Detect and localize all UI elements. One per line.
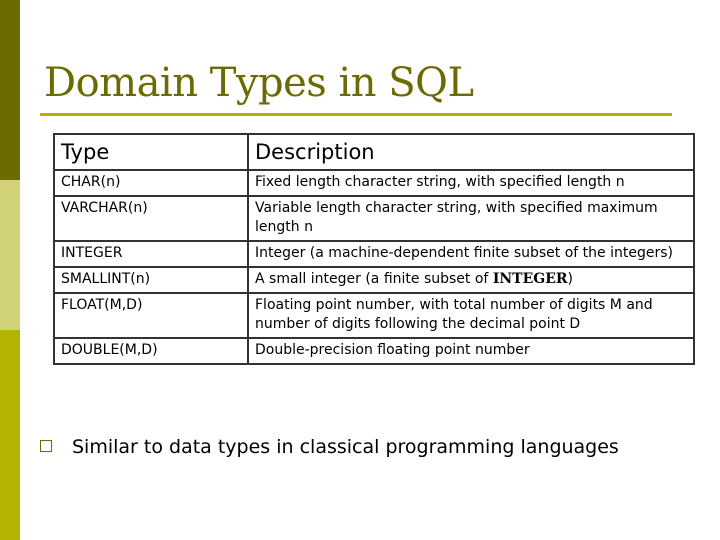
header-description: Description [248,134,694,170]
type-cell: INTEGER [54,241,248,267]
table-row [54,170,694,196]
table-row [54,293,694,338]
description-text: A small integer (a finite subset of [255,271,493,287]
slide-title: Domain Types in SQL [44,60,474,106]
description-text-end: ) [567,271,573,287]
table-row [54,196,694,241]
sidebar-accent-dark [0,0,20,180]
title-underline [40,113,672,116]
description-cell: Double-precision floating point number [248,338,694,364]
sidebar-accent-pale [0,180,20,330]
description-cell: Floating point number, with total number of digits M and number of digits following the decimal point D [248,293,694,338]
type-cell: SMALLINT(n) [54,267,248,293]
type-cell: DOUBLE(M,D) [54,338,248,364]
type-cell: FLOAT(M,D) [54,293,248,338]
integer-keyword: INTEGER [492,271,568,287]
table-row [54,241,694,267]
domain-types-table [53,133,695,365]
description-cell: Variable length character string, with specified maximum length n [248,196,694,241]
bullet-text: Similar to data types in classical programming languages [72,436,619,458]
description-cell: Integer (a machine-dependent finite subset of the integers) [248,241,694,267]
table-row [54,267,694,293]
table-header-row [54,134,694,170]
type-cell: CHAR(n) [54,170,248,196]
header-type: Type [54,134,248,170]
description-cell: Fixed length character string, with specified length n [248,170,694,196]
square-bullet-icon [40,440,52,452]
type-cell: VARCHAR(n) [54,196,248,241]
table-row [54,338,694,364]
description-cell [248,267,694,293]
